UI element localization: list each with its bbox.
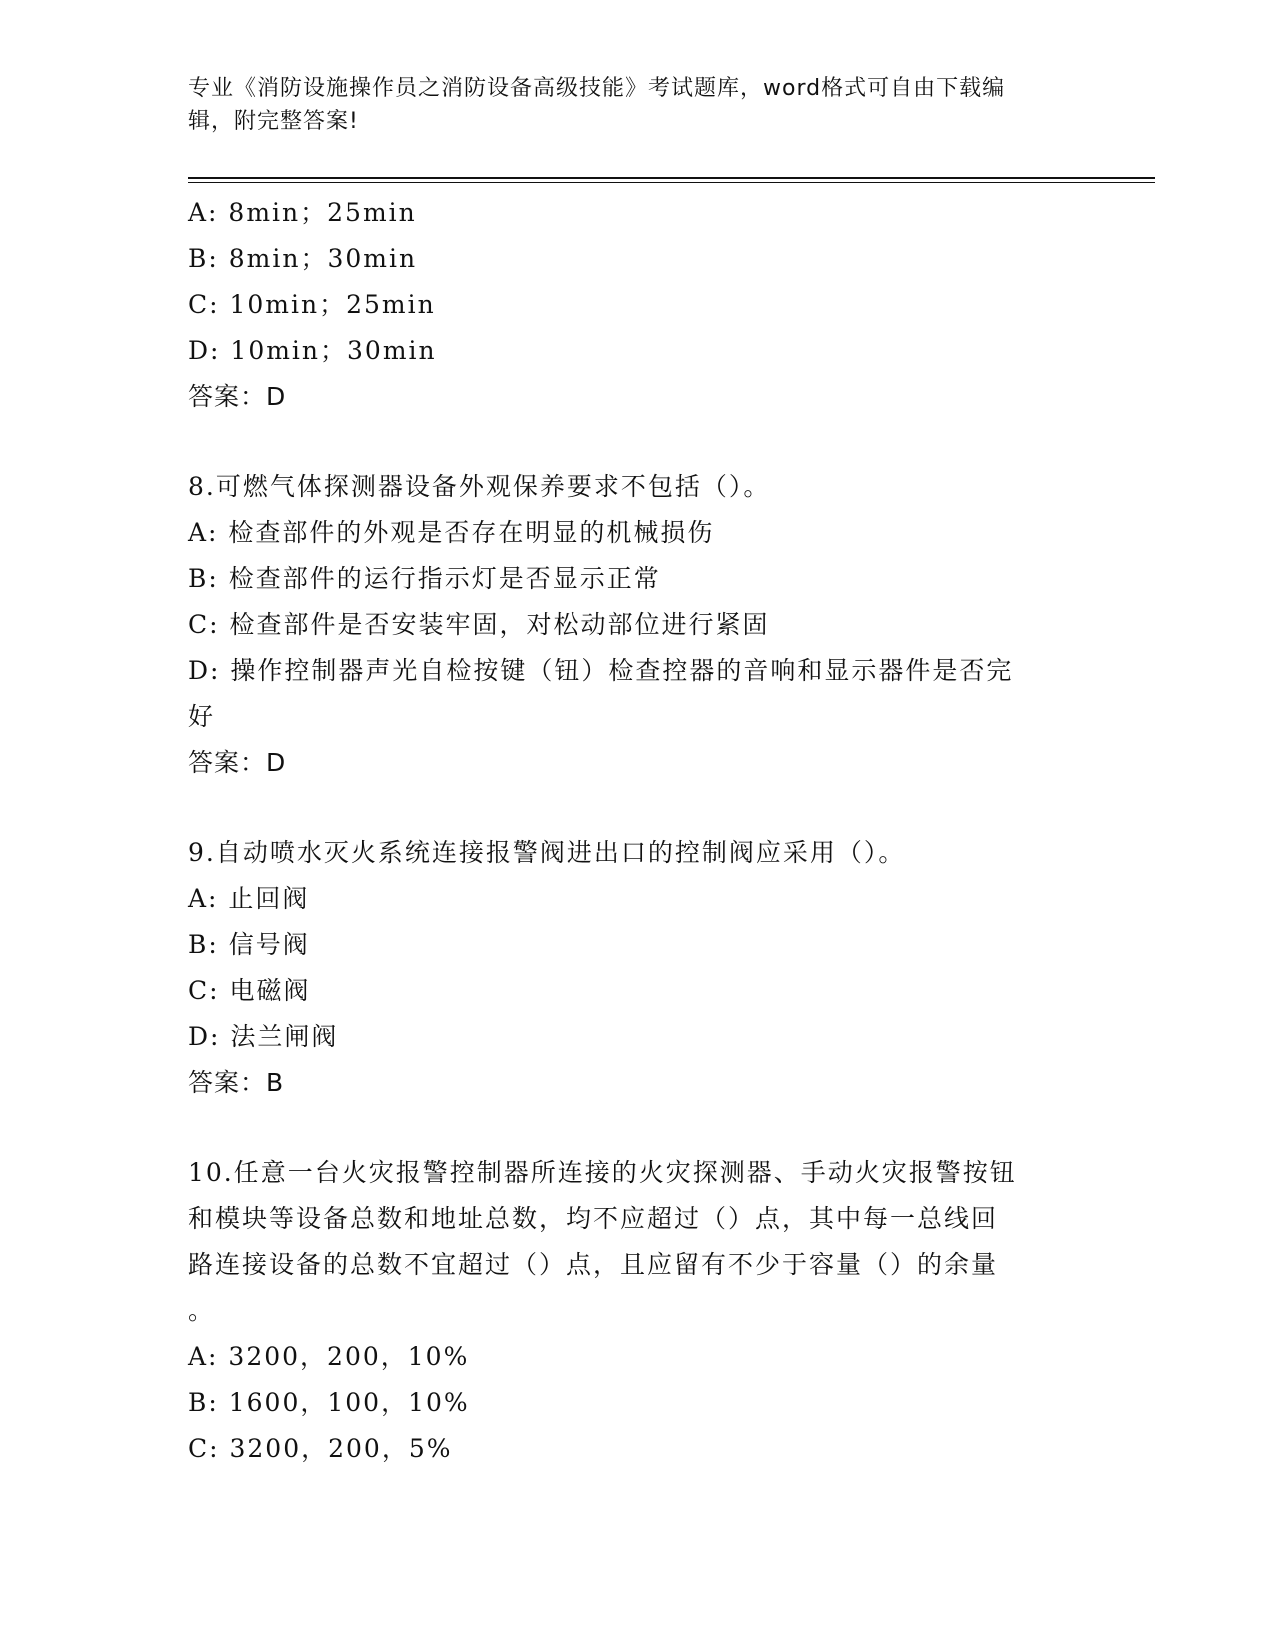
header-divider-thin [188,182,1155,183]
option-a: A: 检查部件的外观是否存在明显的机械损伤 [188,518,715,547]
answer-line: 答案：D [188,748,287,777]
option-d: D: 操作控制器声光自检按键（钮）检查控器的音响和显示器件是否完 [188,656,1014,685]
option-b: B: 信号阀 [188,930,310,959]
question-text-line-1: 10.任意一台火灾报警控制器所连接的火灾探测器、手动火灾报警按钮 [188,1158,1017,1187]
option-c: C: 10min；25min [188,290,436,319]
option-b: B: 8min；30min [188,244,418,273]
question-8 [188,464,1088,786]
question-text-line-2: 和模块等设备总数和地址总数，均不应超过（）点，其中每一总线回 [188,1204,999,1233]
question-text: 9.自动喷水灭火系统连接报警阀进出口的控制阀应采用（）。 [188,838,906,867]
question-text: 8.可燃气体探测器设备外观保养要求不包括（）。 [188,472,771,501]
option-d: D: 法兰闸阀 [188,1022,339,1051]
question-spacer [188,420,1088,464]
question-7 [188,190,1088,420]
option-c: C: 检查部件是否安装牢固，对松动部位进行紧固 [188,610,770,639]
option-d-continued: 好 [188,702,216,731]
question-list [188,190,1088,1472]
question-9 [188,830,1088,1106]
question-spacer [188,786,1088,830]
option-c: C: 电磁阀 [188,976,311,1005]
option-a: A: 止回阀 [188,884,310,913]
option-a: A: 8min；25min [188,198,417,227]
page-header [188,72,1078,138]
answer-line: 答案：B [188,1068,285,1097]
answer-line: 答案：D [188,382,287,411]
question-10 [188,1150,1088,1472]
option-b: B: 检查部件的运行指示灯是否显示正常 [188,564,661,593]
header-divider-thick [188,177,1155,179]
question-text-line-3: 路连接设备的总数不宜超过（）点，且应留有不少于容量（）的余量 [188,1250,999,1279]
option-d: D: 10min；30min [188,336,437,365]
header-line-1: 专业《消防设施操作员之消防设备高级技能》考试题库，word格式可自由下载编 [188,76,1006,101]
question-spacer [188,1106,1088,1150]
header-line-2: 辑，附完整答案! [188,109,359,134]
option-c: C: 3200，200，5% [188,1434,453,1463]
question-text-line-4: 。 [188,1296,216,1325]
option-a: A: 3200，200，10% [188,1342,470,1371]
option-b: B: 1600，100，10% [188,1388,470,1417]
